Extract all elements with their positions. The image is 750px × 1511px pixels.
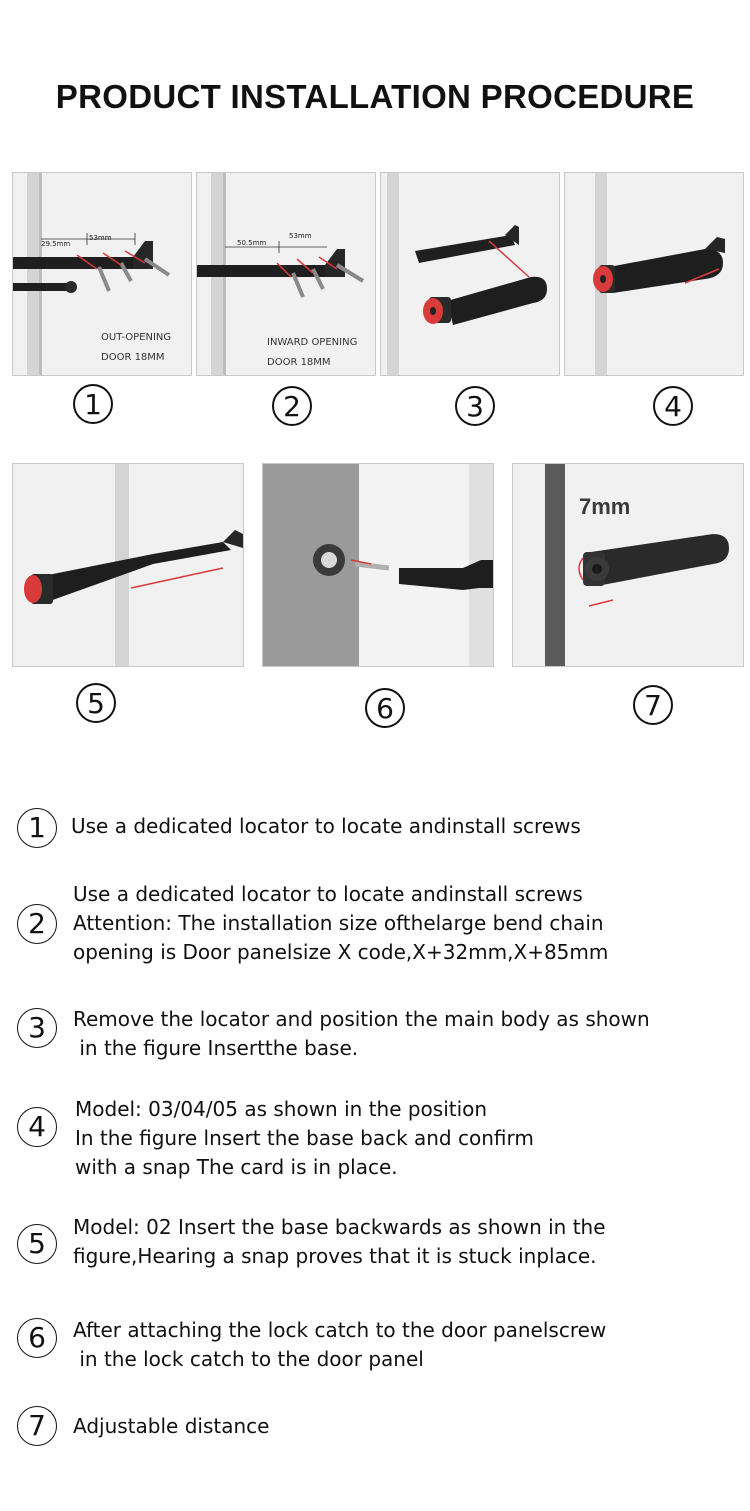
step-6-text: After attaching the lock catch to the door panelscrew in the lock catch to the door panel bbox=[73, 1318, 607, 1371]
figure-6-number: 6 bbox=[365, 688, 405, 728]
lock-catch-screw-illustration bbox=[263, 464, 493, 666]
step-3-number: 3 bbox=[17, 1008, 57, 1048]
fig2-caption: INWARD OPENING DOOR 18MM bbox=[267, 337, 358, 368]
figure-4-panel bbox=[564, 172, 744, 376]
step-2-number: 2 bbox=[17, 904, 57, 944]
fig2-dim-right: 53mm bbox=[289, 232, 312, 240]
figure-7-number: 7 bbox=[633, 685, 673, 725]
figure-5-panel bbox=[12, 463, 244, 667]
figure-1-number: 1 bbox=[73, 384, 113, 424]
fig7-distance-label: 7mm bbox=[579, 494, 631, 519]
step-1-number: 1 bbox=[17, 808, 57, 848]
step-4-text: Model: 03/04/05 as shown in the position In the figure lnsert the base back and confirm with a snap The card is in place. bbox=[75, 1097, 534, 1179]
step-1-text: Use a dedicated locator to locate andinstall screws bbox=[71, 814, 581, 838]
figure-4-number: 4 bbox=[653, 386, 693, 426]
fig1-caption: OUT-OPENING DOOR 18MM bbox=[101, 332, 172, 363]
figure-3-panel bbox=[380, 172, 560, 376]
page-title: PRODUCT INSTALLATION PROCEDURE bbox=[55, 78, 695, 115]
insert-base-back-illustration bbox=[565, 173, 743, 375]
fig1-dim-right: 53mm bbox=[89, 234, 112, 242]
step-5-number: 5 bbox=[17, 1224, 57, 1264]
figure-2-number: 2 bbox=[272, 386, 312, 426]
step-5-text: Model: 02 Insert the base backwards as shown in the figure,Hearing a snap proves that it is stuck inplace. bbox=[73, 1215, 606, 1268]
fig2-dim-left: 50.5mm bbox=[237, 239, 267, 247]
step-4-number: 4 bbox=[17, 1107, 57, 1147]
step-7-text: Adjustable distance bbox=[73, 1414, 270, 1438]
insert-base-backwards-illustration bbox=[13, 464, 243, 666]
figure-1-panel bbox=[12, 172, 192, 376]
step-3-text: Remove the locator and position the main body as shown in the figure Insertthe base. bbox=[73, 1007, 650, 1060]
step-6-number: 6 bbox=[17, 1318, 57, 1358]
figure-3-number: 3 bbox=[455, 386, 495, 426]
remove-locator-illustration bbox=[381, 173, 559, 375]
step-2-text: Use a dedicated locator to locate andinstall screws Attention: The installation size ofthelarge bend chain opening is Door panelsize X code,X+32mm,X+85mm bbox=[73, 882, 609, 964]
figure-2-panel bbox=[196, 172, 376, 376]
figure-5-number: 5 bbox=[76, 683, 116, 723]
step-7-number: 7 bbox=[17, 1406, 57, 1446]
fig1-dim-left: 29.5mm bbox=[41, 240, 71, 248]
figure-6-panel bbox=[262, 463, 494, 667]
figure-7-panel bbox=[512, 463, 744, 667]
